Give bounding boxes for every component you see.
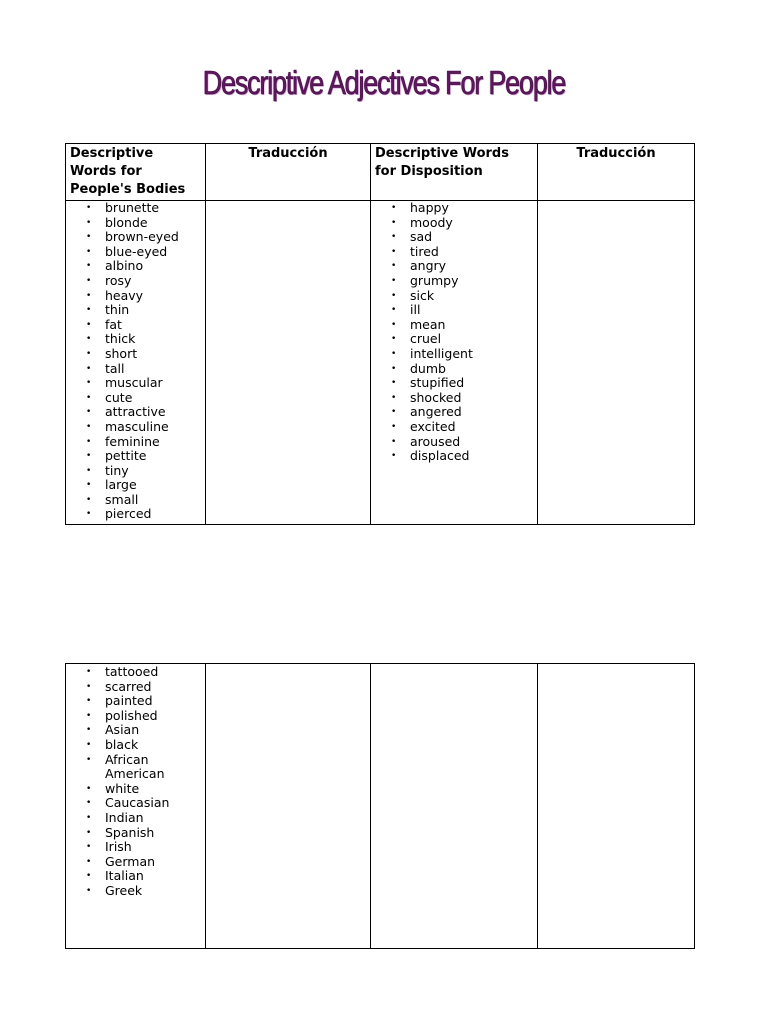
list-item: • African American [66, 753, 175, 782]
list-item: • happy [371, 201, 537, 216]
list-item: • tired [371, 245, 537, 260]
list-item: • pierced [66, 507, 205, 522]
disposition-words-cell [371, 201, 538, 525]
list-item: • ill [371, 303, 537, 318]
list-item: • masculine [66, 420, 205, 435]
page-title: Descriptive Adjectives For People [202, 64, 566, 101]
list-item: • mean [371, 318, 537, 333]
list-item: • Italian [66, 869, 205, 884]
vocabulary-table-continued [65, 663, 695, 949]
header-row [66, 144, 695, 201]
list-item: • sick [371, 289, 537, 304]
list-item: • thick [66, 332, 205, 347]
list-item: • Greek [66, 884, 205, 899]
list-item: • shocked [371, 391, 537, 406]
list-item: • grumpy [371, 274, 537, 289]
body-words-list [66, 201, 205, 522]
disposition-words-cell [371, 664, 538, 949]
list-item: • scarred [66, 680, 205, 695]
body-words-cell [66, 664, 206, 949]
list-item: • moody [371, 216, 537, 231]
word-row [66, 201, 695, 525]
list-item: • brunette [66, 201, 205, 216]
list-item: • fat [66, 318, 205, 333]
translation-cell [538, 201, 695, 525]
body-words-cell [66, 201, 206, 525]
list-item: • tiny [66, 464, 205, 479]
list-item: • polished [66, 709, 205, 724]
vocabulary-table [65, 143, 695, 525]
translation-cell [206, 201, 371, 525]
list-item: • angered [371, 405, 537, 420]
list-item: • small [66, 493, 205, 508]
header-translation-1: Traducción [206, 144, 371, 201]
list-item: • Irish [66, 840, 205, 855]
list-item: • Asian [66, 723, 205, 738]
list-item: • short [66, 347, 205, 362]
list-item: • muscular [66, 376, 205, 391]
list-item: • excited [371, 420, 537, 435]
list-item: • stupified [371, 376, 537, 391]
translation-cell [206, 664, 371, 949]
list-item: • large [66, 478, 205, 493]
list-item: • albino [66, 259, 205, 274]
list-item: • Indian [66, 811, 205, 826]
list-item: • tall [66, 362, 205, 377]
header-disposition-words: Descriptive Words for Disposition [371, 144, 538, 201]
list-item: • blue-eyed [66, 245, 205, 260]
list-item: • sad [371, 230, 537, 245]
translation-cell [538, 664, 695, 949]
list-item: • blonde [66, 216, 205, 231]
list-item: • brown-eyed [66, 230, 205, 245]
list-item: • pettite [66, 449, 205, 464]
list-item: • aroused [371, 435, 537, 450]
list-item: • German [66, 855, 205, 870]
list-item: • heavy [66, 289, 205, 304]
list-item: • Caucasian [66, 796, 205, 811]
disposition-words-list [371, 201, 537, 464]
list-item: • intelligent [371, 347, 537, 362]
list-item: • tattooed [66, 665, 205, 680]
header-translation-2: Traducción [538, 144, 695, 201]
word-row [66, 664, 695, 949]
list-item: • Spanish [66, 826, 205, 841]
list-item: • cruel [371, 332, 537, 347]
list-item: • angry [371, 259, 537, 274]
list-item: • displaced [371, 449, 537, 464]
header-body-words: Descriptive Words for People's Bodies [66, 144, 206, 201]
body-words-list [66, 665, 205, 899]
list-item: • feminine [66, 435, 205, 450]
list-item: • black [66, 738, 205, 753]
list-item: • white [66, 782, 205, 797]
list-item: • thin [66, 303, 205, 318]
list-item: • attractive [66, 405, 205, 420]
list-item: • cute [66, 391, 205, 406]
list-item: • dumb [371, 362, 537, 377]
list-item: • rosy [66, 274, 205, 289]
list-item: • painted [66, 694, 205, 709]
